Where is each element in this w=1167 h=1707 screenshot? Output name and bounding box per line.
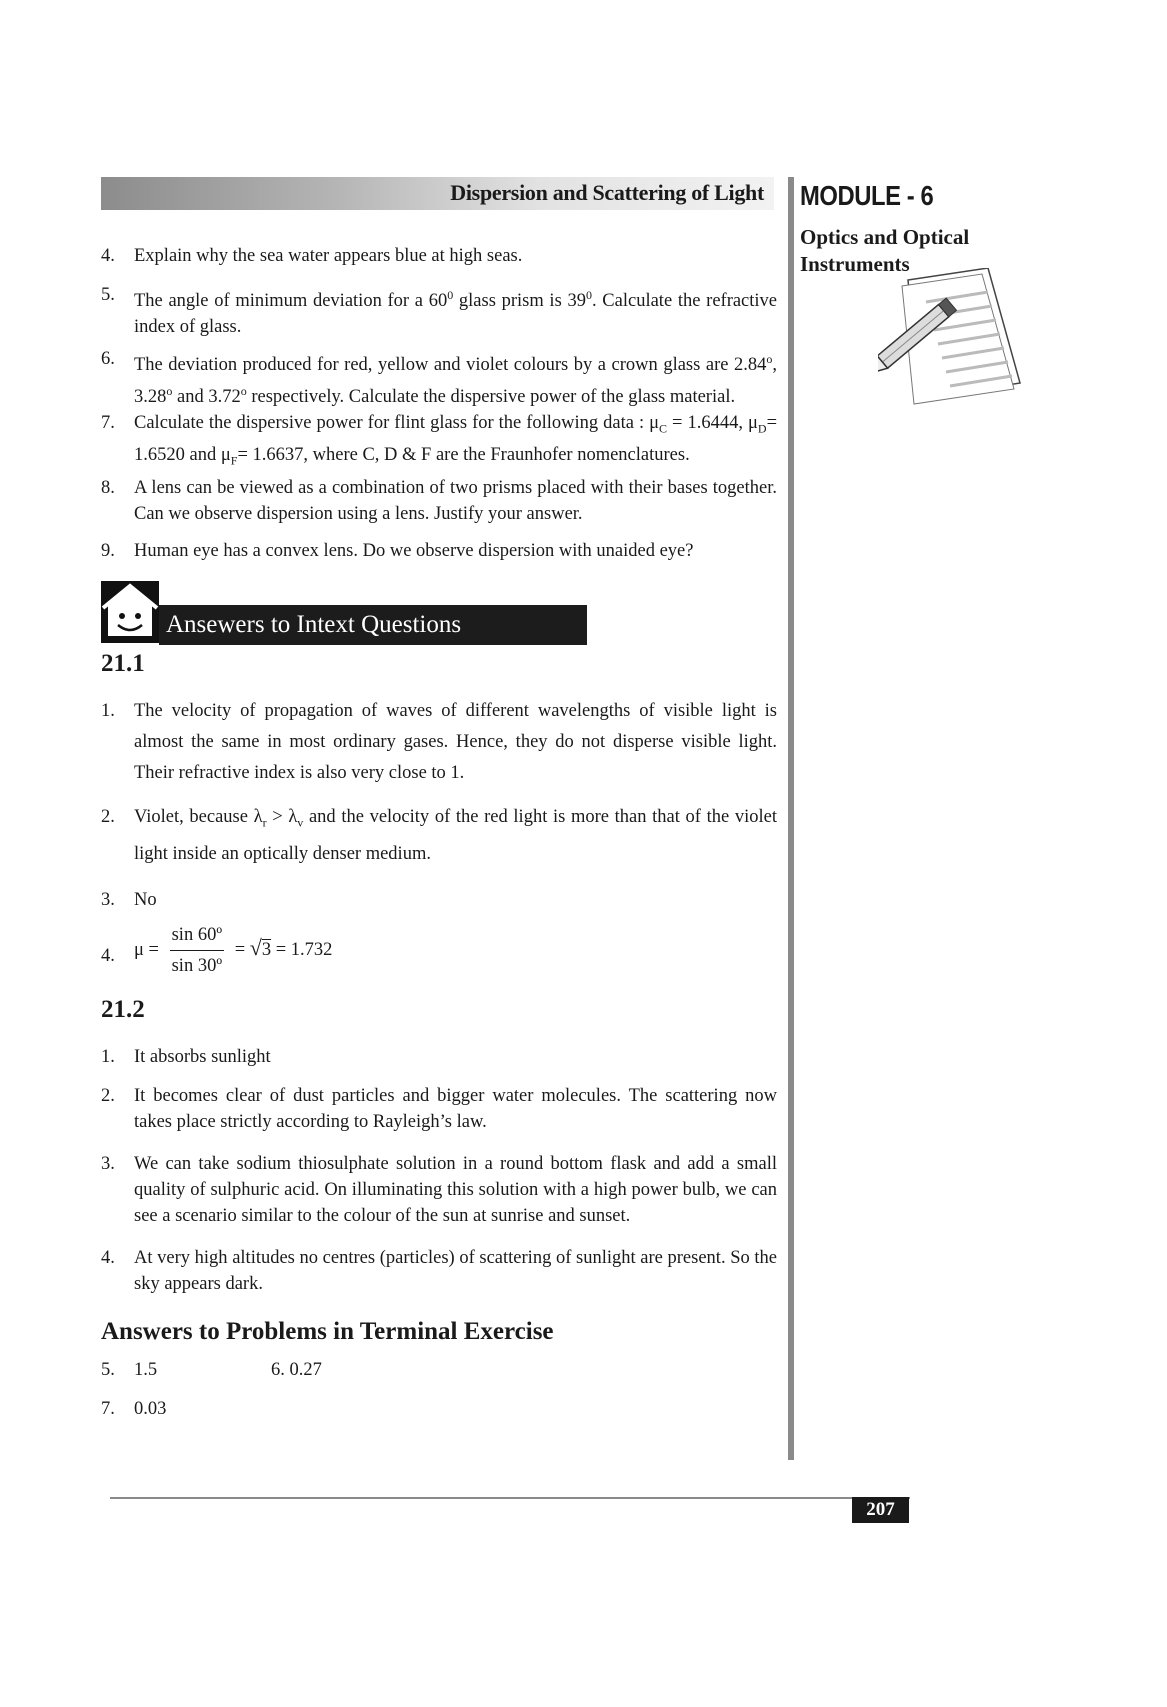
answers-banner-label: Ansewers to Intext Questions — [159, 605, 587, 645]
terminal-answer-num: 5. — [101, 1360, 115, 1380]
question-item: 9. Human eye has a convex lens. Do we observe dispersion with unaided eye? — [101, 541, 694, 561]
terminal-answer-value: 0.03 — [134, 1399, 167, 1419]
answer-item: 3. No — [101, 890, 157, 910]
fraction: $\frac{\text{sin 60º}}{\text{sin 30º}}$ — [170, 922, 224, 979]
question-item: 8. A lens can be viewed as a combination of two prisms placed with their bases together. Can we observe dispersion using a lens. Justify your answer. — [101, 478, 777, 524]
terminal-answer: 6. 0.27 — [271, 1360, 322, 1380]
module-label: MODULE - 6 — [800, 180, 934, 211]
terminal-answer-value: 1.5 — [134, 1360, 158, 1380]
answer-item: 4. At very high altitudes no centres (particles) of scattering of sunlight are present. So the sky appears dark. — [101, 1248, 777, 1294]
section-heading-21-1: 21.1 — [101, 650, 145, 677]
footer-rule — [110, 1497, 910, 1499]
module-subtitle: Optics and Optical Instruments — [800, 225, 970, 276]
notepad-pencil-icon — [878, 268, 1028, 418]
answer-item: 2. Violet, because $\lambda_r > \lambda_v$ and the velocity of the red light is more than that of the violet light inside an optically denser medium. — [101, 807, 777, 864]
terminal-answer-num: 7. — [101, 1399, 115, 1419]
terminal-answers-heading: Answers to Problems in Terminal Exercise — [101, 1318, 554, 1345]
section-heading-21-2: 21.2 — [101, 996, 145, 1023]
house-face-icon — [101, 581, 159, 643]
margin-divider — [788, 177, 794, 1460]
question-item: 6. The deviation produced for red, yellow and violet colours by a crown glass are 2.84$^o$, 3.28$^o$ and 3.72$^o$ respectively. Calculate the dispersive power of the glass material. — [101, 349, 777, 408]
page-number: 207 — [852, 1497, 909, 1523]
question-item: 4. Explain why the sea water appears blue at high seas. — [101, 246, 523, 266]
answer-item: 2. It becomes clear of dust particles and bigger water molecules. The scattering now takes place strictly according to Rayleigh’s law. — [101, 1086, 777, 1132]
answer-item: 3. We can take sodium thiosulphate solution in a round bottom flask and add a small quality of sulphuric acid. On illuminating this solution with a high power bulb, we can see a scenario similar to the colour of the sun at sunrise and sunset. — [101, 1154, 777, 1226]
question-item: 7. Calculate the dispersive power for flint glass for the following data : $\mu_C = 1.6444$, $\mu_D= 1.6520$ and $\mu_F= 1.6637$, where C, D & F are the Fraunhofer nomenclatures. — [101, 413, 777, 468]
answer-item: 1. The velocity of propagation of waves of different wavelengths of visible light is almost the same in most ordinary gases. Hence, they do not disperse visible light. Their refractive index is also very close to 1. — [101, 701, 777, 783]
question-item: 5. The angle of minimum deviation for a $60^0$ glass prism is $39^0$. Calculate the refractive index of glass. — [101, 285, 778, 338]
chapter-header-bar — [101, 177, 774, 210]
chapter-title: Dispersion and Scattering of Light — [450, 180, 764, 205]
answer-item: 1. It absorbs sunlight — [101, 1047, 271, 1067]
answer-item-formula: 4. μ = $\frac{\text{sin 60º}}{\text{sin 30º}}$ = √3 = 1.732 — [101, 922, 777, 979]
